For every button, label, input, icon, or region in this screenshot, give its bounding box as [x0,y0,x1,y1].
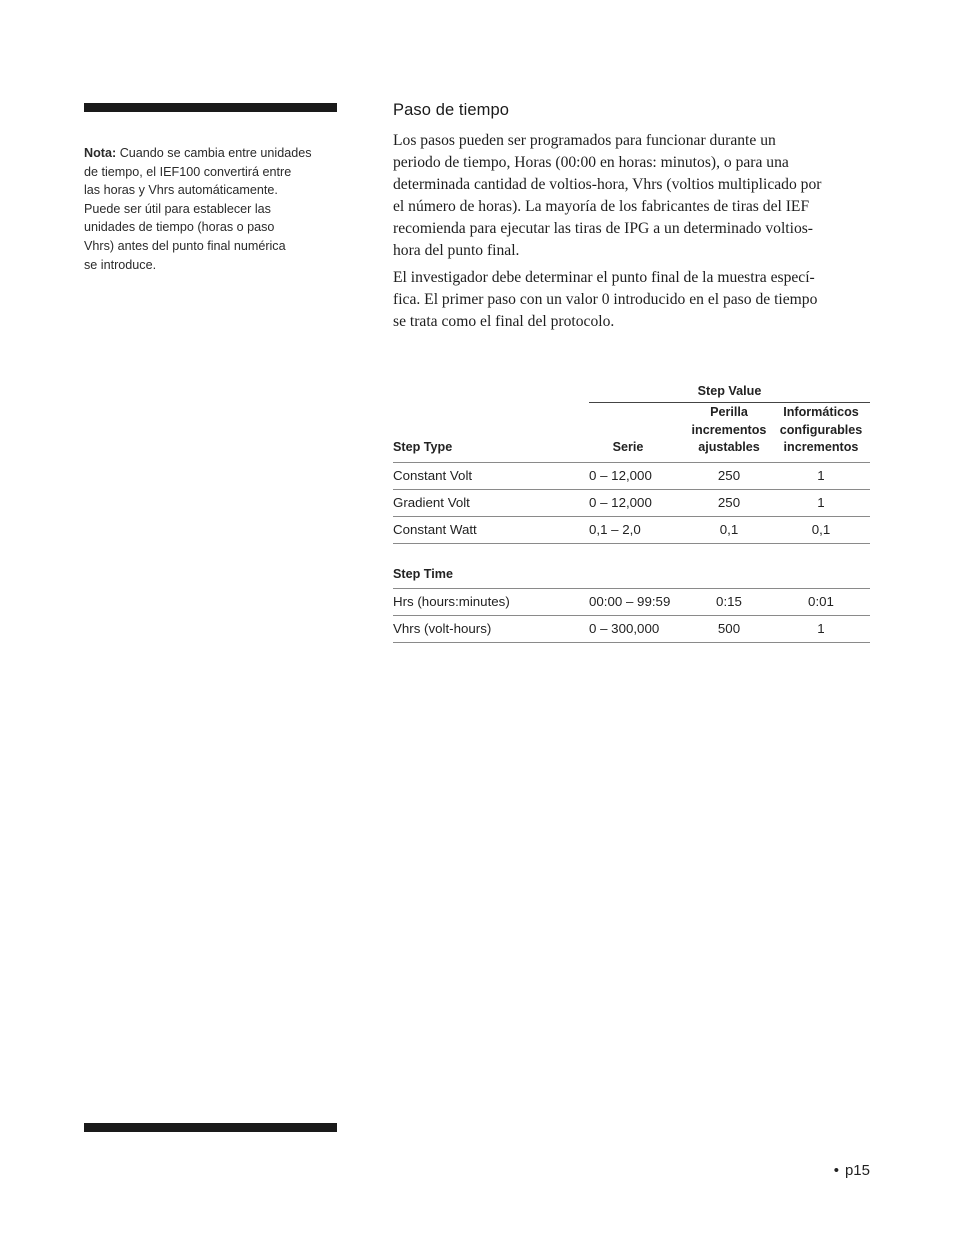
note-line: las horas y Vhrs automáticamente. [84,183,278,198]
page-number [834,1162,870,1179]
table-header [393,380,870,462]
paragraph-intro [393,130,873,261]
col-informaticos: Informáticos configurables incrementos [779,405,863,455]
note-line: de tiempo, el IEF100 convertirá entre [84,164,292,179]
table-row: Hrs (hours:minutes) 00:00 – 99:59 0:15 0:01 [393,588,870,615]
step-table [393,380,870,643]
note-line: se introduce. [84,257,157,272]
note-line: Vhrs) antes del punto final numérica [84,238,286,253]
paragraph-line: recomienda para ejecutar las tiras de IPG a un determinado voltios- [393,219,814,237]
step-value-rule [589,402,870,403]
step-time-group [393,588,870,643]
paragraph-line: hora del punto final. [393,241,520,259]
paragraph-line: El investigador debe determinar el punto final de la muestra especí- [393,269,815,286]
step-type-group [393,462,870,544]
note-label: Nota: [84,146,117,160]
step-time-header: Step Time [393,567,453,581]
paragraph-line: el número de horas). La mayoría de los fabricantes de tiras del IEF [393,197,810,215]
page-label: p15 [844,1162,870,1179]
paragraph-line: periodo de tiempo, Horas (00:00 en horas: minutos), o para una [393,153,789,171]
bottom-rule [84,1123,337,1132]
paragraph-line: determinada cantidad de voltios-hora, Vhrs (voltios multiplicado por [393,175,822,193]
bullet: • [833,1162,839,1179]
paragraph-line: fica. El primer paso con un valor 0 introducido en el paso de tiempo [393,290,818,308]
note-line: unidades de tiempo (horas o paso [84,220,275,235]
paragraph-endpoint [393,267,873,333]
paragraph-line: Los pasos pueden ser programados para funcionar durante un [393,132,776,149]
table-row: Gradient Volt 0 – 12,000 250 1 [393,489,870,516]
col-perilla: Perilla incrementos ajustables [691,405,767,455]
table-row: Vhrs (volt-hours) 0 – 300,000 500 1 [393,615,870,642]
col-step-type: Step Type [393,440,453,454]
table-row: Constant Volt 0 – 12,000 250 1 [393,462,870,489]
top-rule [84,103,337,112]
note-line: Puede ser útil para establecer las [84,201,271,216]
section-title: Paso de tiempo [393,101,510,119]
paragraph-line: se trata como el final del protocolo. [393,312,615,330]
note-line: Cuando se cambia entre unidades [119,146,312,160]
side-note [84,144,339,274]
table-row: Constant Watt 0,1 – 2,0 0,1 0,1 [393,516,870,543]
step-value-header: Step Value [697,384,762,398]
col-serie: Serie [612,440,644,454]
